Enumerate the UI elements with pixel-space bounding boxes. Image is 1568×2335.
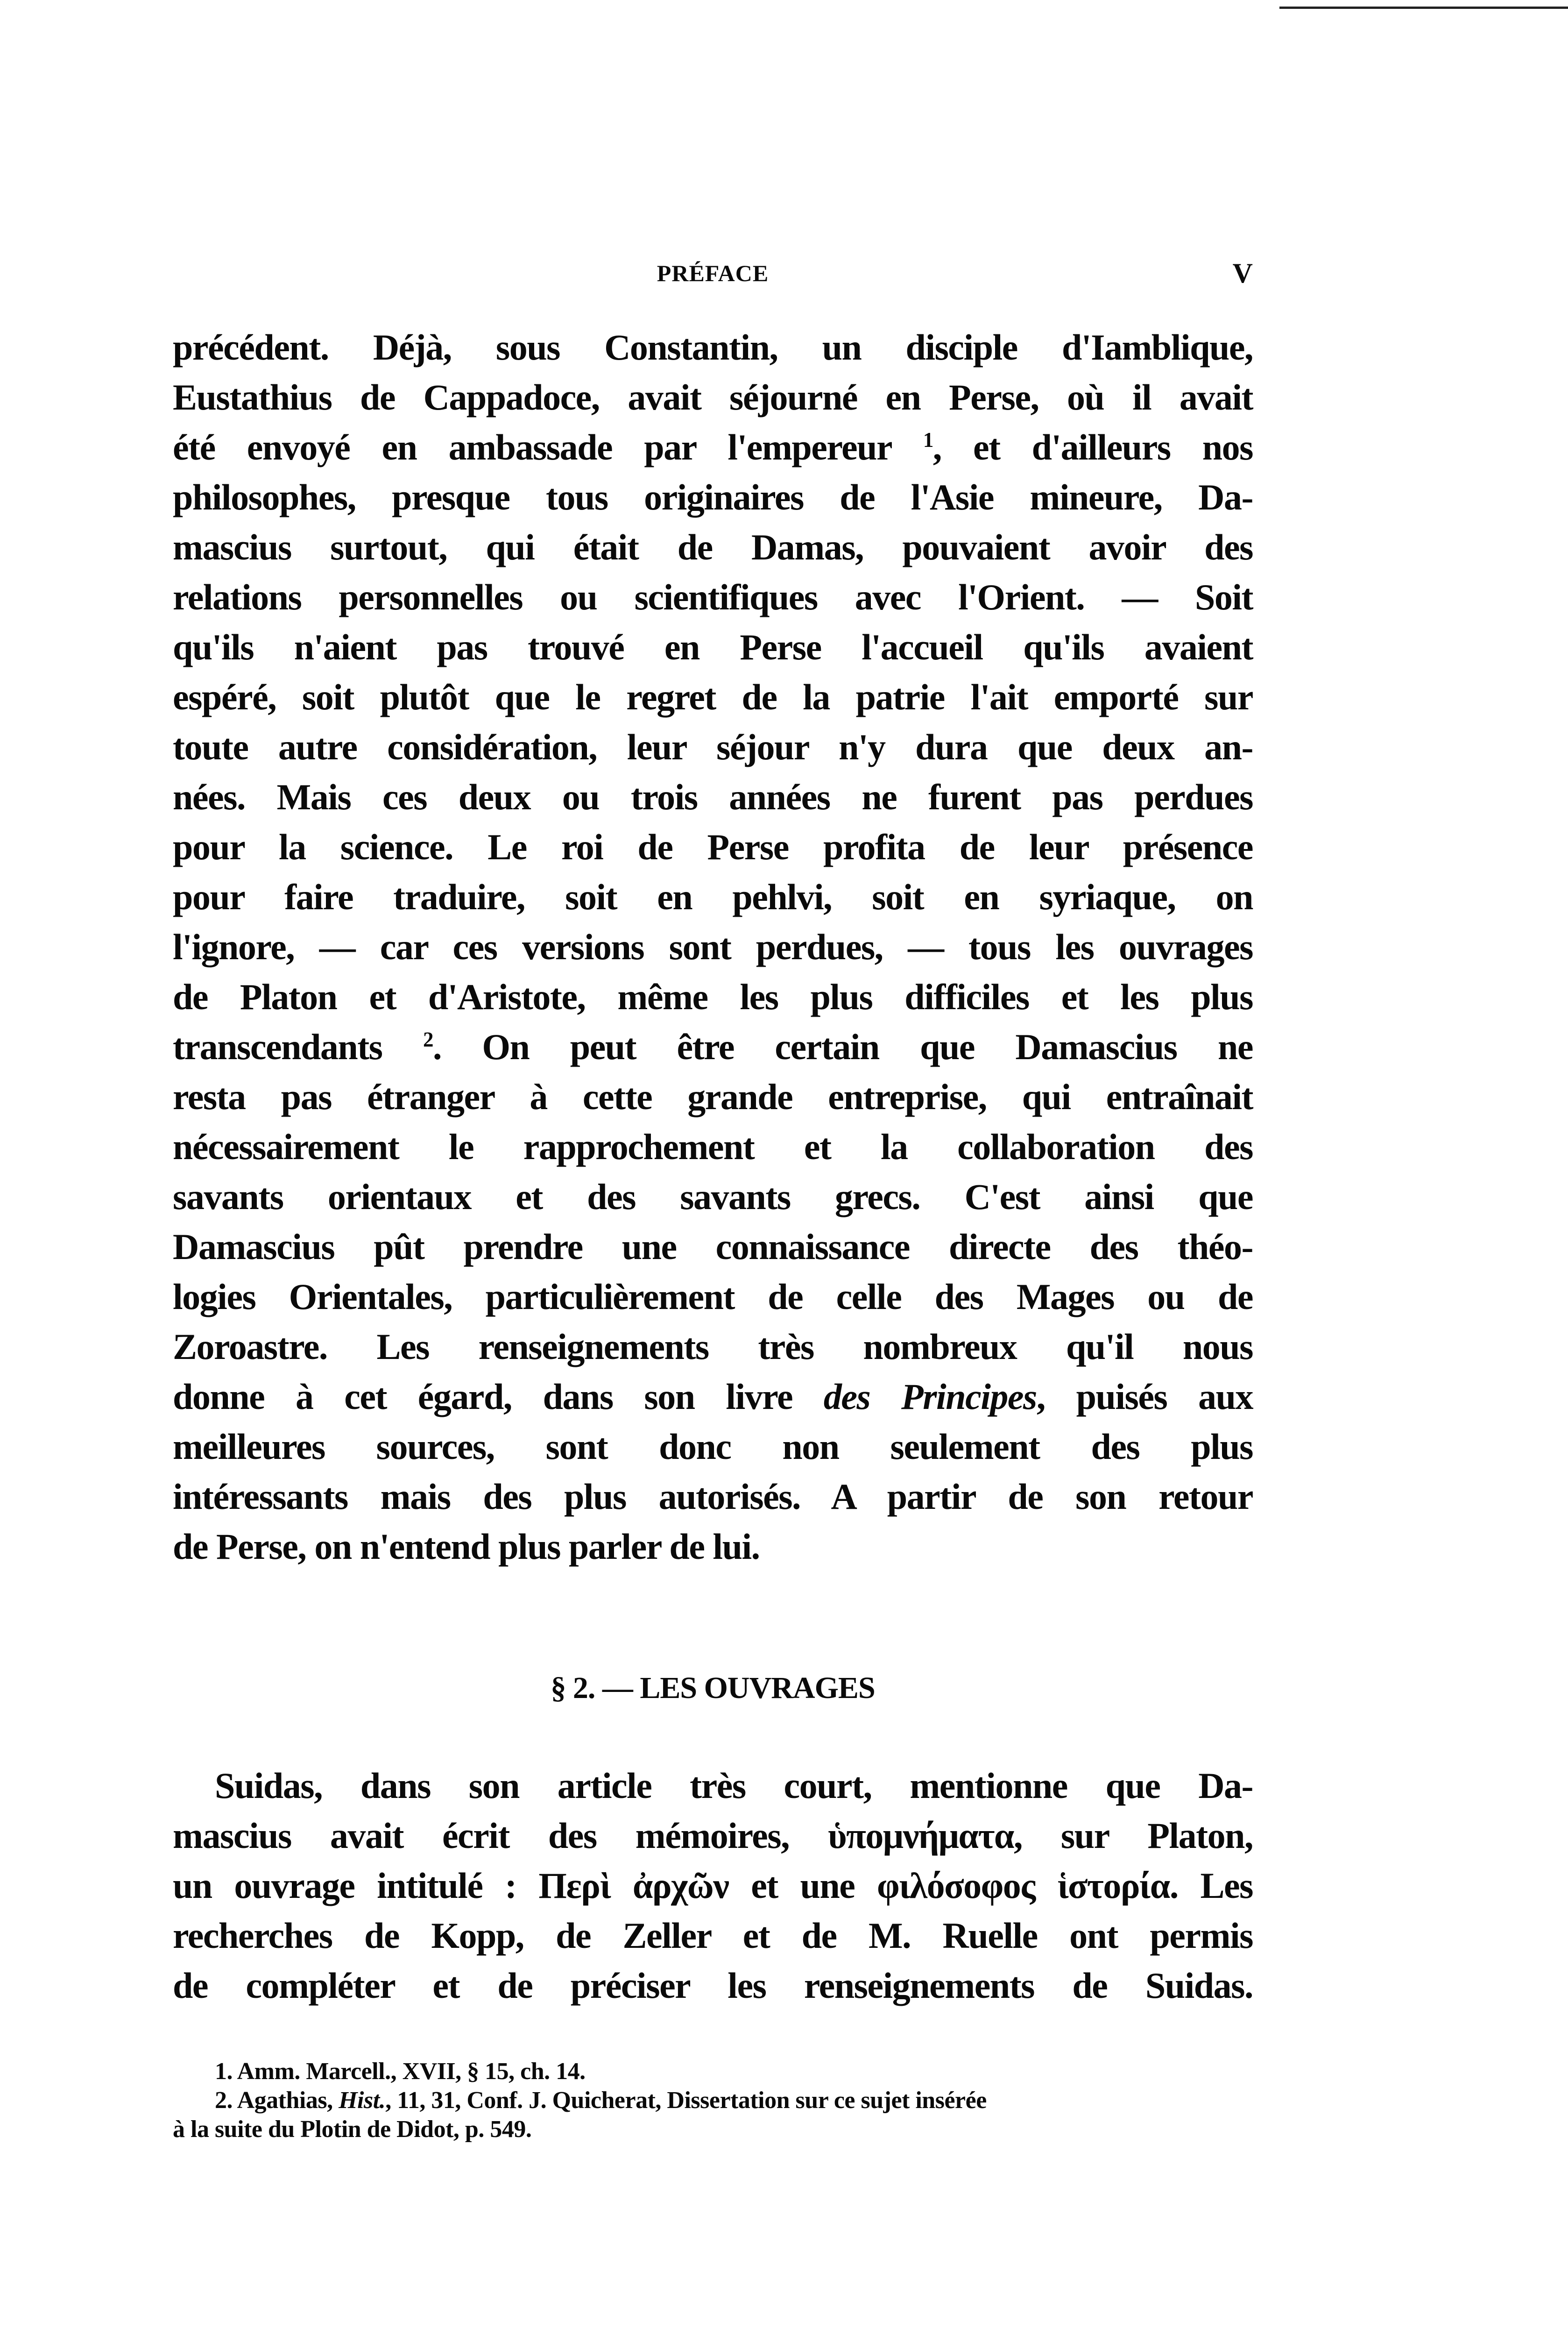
text-line: Zoroastre. Les renseignements très nombreux qu'il nous	[173, 1326, 1253, 1367]
text: , et d'ailleurs nos	[932, 427, 1253, 467]
text-line	[173, 1372, 1253, 1422]
text: transcendants	[173, 1026, 423, 1067]
footnote-ref-2: 2	[423, 1028, 433, 1051]
text-line: espéré, soit plutôt que le regret de la patrie l'ait emporté sur	[173, 677, 1253, 717]
text-line: nécessairement le rapprochement et la collaboration des	[173, 1126, 1253, 1167]
text: 2. Agathias,	[215, 2087, 339, 2114]
paragraph-2	[173, 1761, 1253, 2010]
text-line: un ouvrage intitulé : Περὶ ἀρχῶν et une φιλόσοφος ἱστορία. Les	[173, 1865, 1253, 1906]
book-title: des Principes	[823, 1376, 1037, 1417]
text-line: relations personnelles ou scientifiques avec l'Orient. — Soit	[173, 577, 1253, 617]
running-head-title: PRÉFACE	[657, 260, 769, 286]
text-line: mascius surtout, qui était de Damas, pouvaient avoir des	[173, 527, 1253, 567]
text-line: logies Orientales, particulièrement de celle des Mages ou de	[173, 1276, 1253, 1317]
footnote-ref-1: 1	[923, 428, 933, 452]
text-line	[173, 422, 1253, 472]
text-line: Eustathius de Cappadoce, avait séjourné en Perse, où il avait	[173, 377, 1253, 417]
text-line: l'ignore, — car ces versions sont perdues, — tous les ouvrages	[173, 927, 1253, 967]
text-line: philosophes, presque tous originaires de l'Asie mineure, Da-	[173, 477, 1253, 517]
text: , 11, 31, Conf. J. Quicherat, Dissertation sur ce sujet insérée	[385, 2087, 987, 2114]
text-line: intéressants mais des plus autorisés. A partir de son retour	[173, 1476, 1253, 1517]
text-line	[173, 1022, 1253, 1072]
footnotes	[173, 2057, 1253, 2144]
section-heading: § 2. — LES OUVRAGES	[551, 1671, 875, 1705]
footnote-1: 1. Amm. Marcell., XVII, § 15, ch. 14.	[215, 2058, 586, 2085]
text: donne à cet égard, dans son livre	[173, 1376, 824, 1417]
text: été envoyé en ambassade par l'empereur	[173, 427, 923, 467]
text-line: de Platon et d'Aristote, même les plus difficiles et les plus	[173, 976, 1253, 1017]
text-line: pour faire traduire, soit en pehlvi, soit en syriaque, on	[173, 877, 1253, 917]
page-number: V	[1232, 258, 1253, 289]
text-line: resta pas étranger à cette grande entreprise, qui entraînait	[173, 1076, 1253, 1117]
text-line: nées. Mais ces deux ou trois années ne furent pas perdues	[173, 777, 1253, 817]
scan-edge-line	[1279, 7, 1568, 9]
text-line: qu'ils n'aient pas trouvé en Perse l'accueil qu'ils avaient	[173, 627, 1253, 667]
text-line: de Perse, on n'entend plus parler de lui.	[173, 1526, 760, 1567]
text-line: de compléter et de préciser les renseignements de Suidas.	[173, 1965, 1253, 2006]
footnote-2-continuation: à la suite du Plotin de Didot, p. 549.	[173, 2116, 532, 2143]
text-line: meilleures sources, sont donc non seulement des plus	[173, 1426, 1253, 1467]
text: . On peut être certain que Damascius ne	[432, 1026, 1253, 1067]
text-line: toute autre considération, leur séjour n'y dura que deux an-	[173, 727, 1253, 767]
text-line: Suidas, dans son article très court, mentionne que Da-	[215, 1765, 1253, 1806]
text: , puisés aux	[1036, 1376, 1253, 1417]
text-line: recherches de Kopp, de Zeller et de M. Ruelle ont permis	[173, 1915, 1253, 1956]
text-line: précédent. Déjà, sous Constantin, un disciple d'Iamblique,	[173, 327, 1253, 368]
text-line: pour la science. Le roi de Perse profita de leur présence	[173, 827, 1253, 867]
paragraph-1	[173, 322, 1253, 1571]
footnote-2	[173, 2086, 1253, 2115]
running-head	[173, 255, 1253, 292]
text-line: savants orientaux et des savants grecs. C'est ainsi que	[173, 1176, 1253, 1217]
text-line: mascius avait écrit des mémoires, ὑπομνήματα, sur Platon,	[173, 1815, 1253, 1856]
text: Hist.	[339, 2087, 386, 2114]
text-line: Damascius pût prendre une connaissance directe des théo-	[173, 1226, 1253, 1267]
